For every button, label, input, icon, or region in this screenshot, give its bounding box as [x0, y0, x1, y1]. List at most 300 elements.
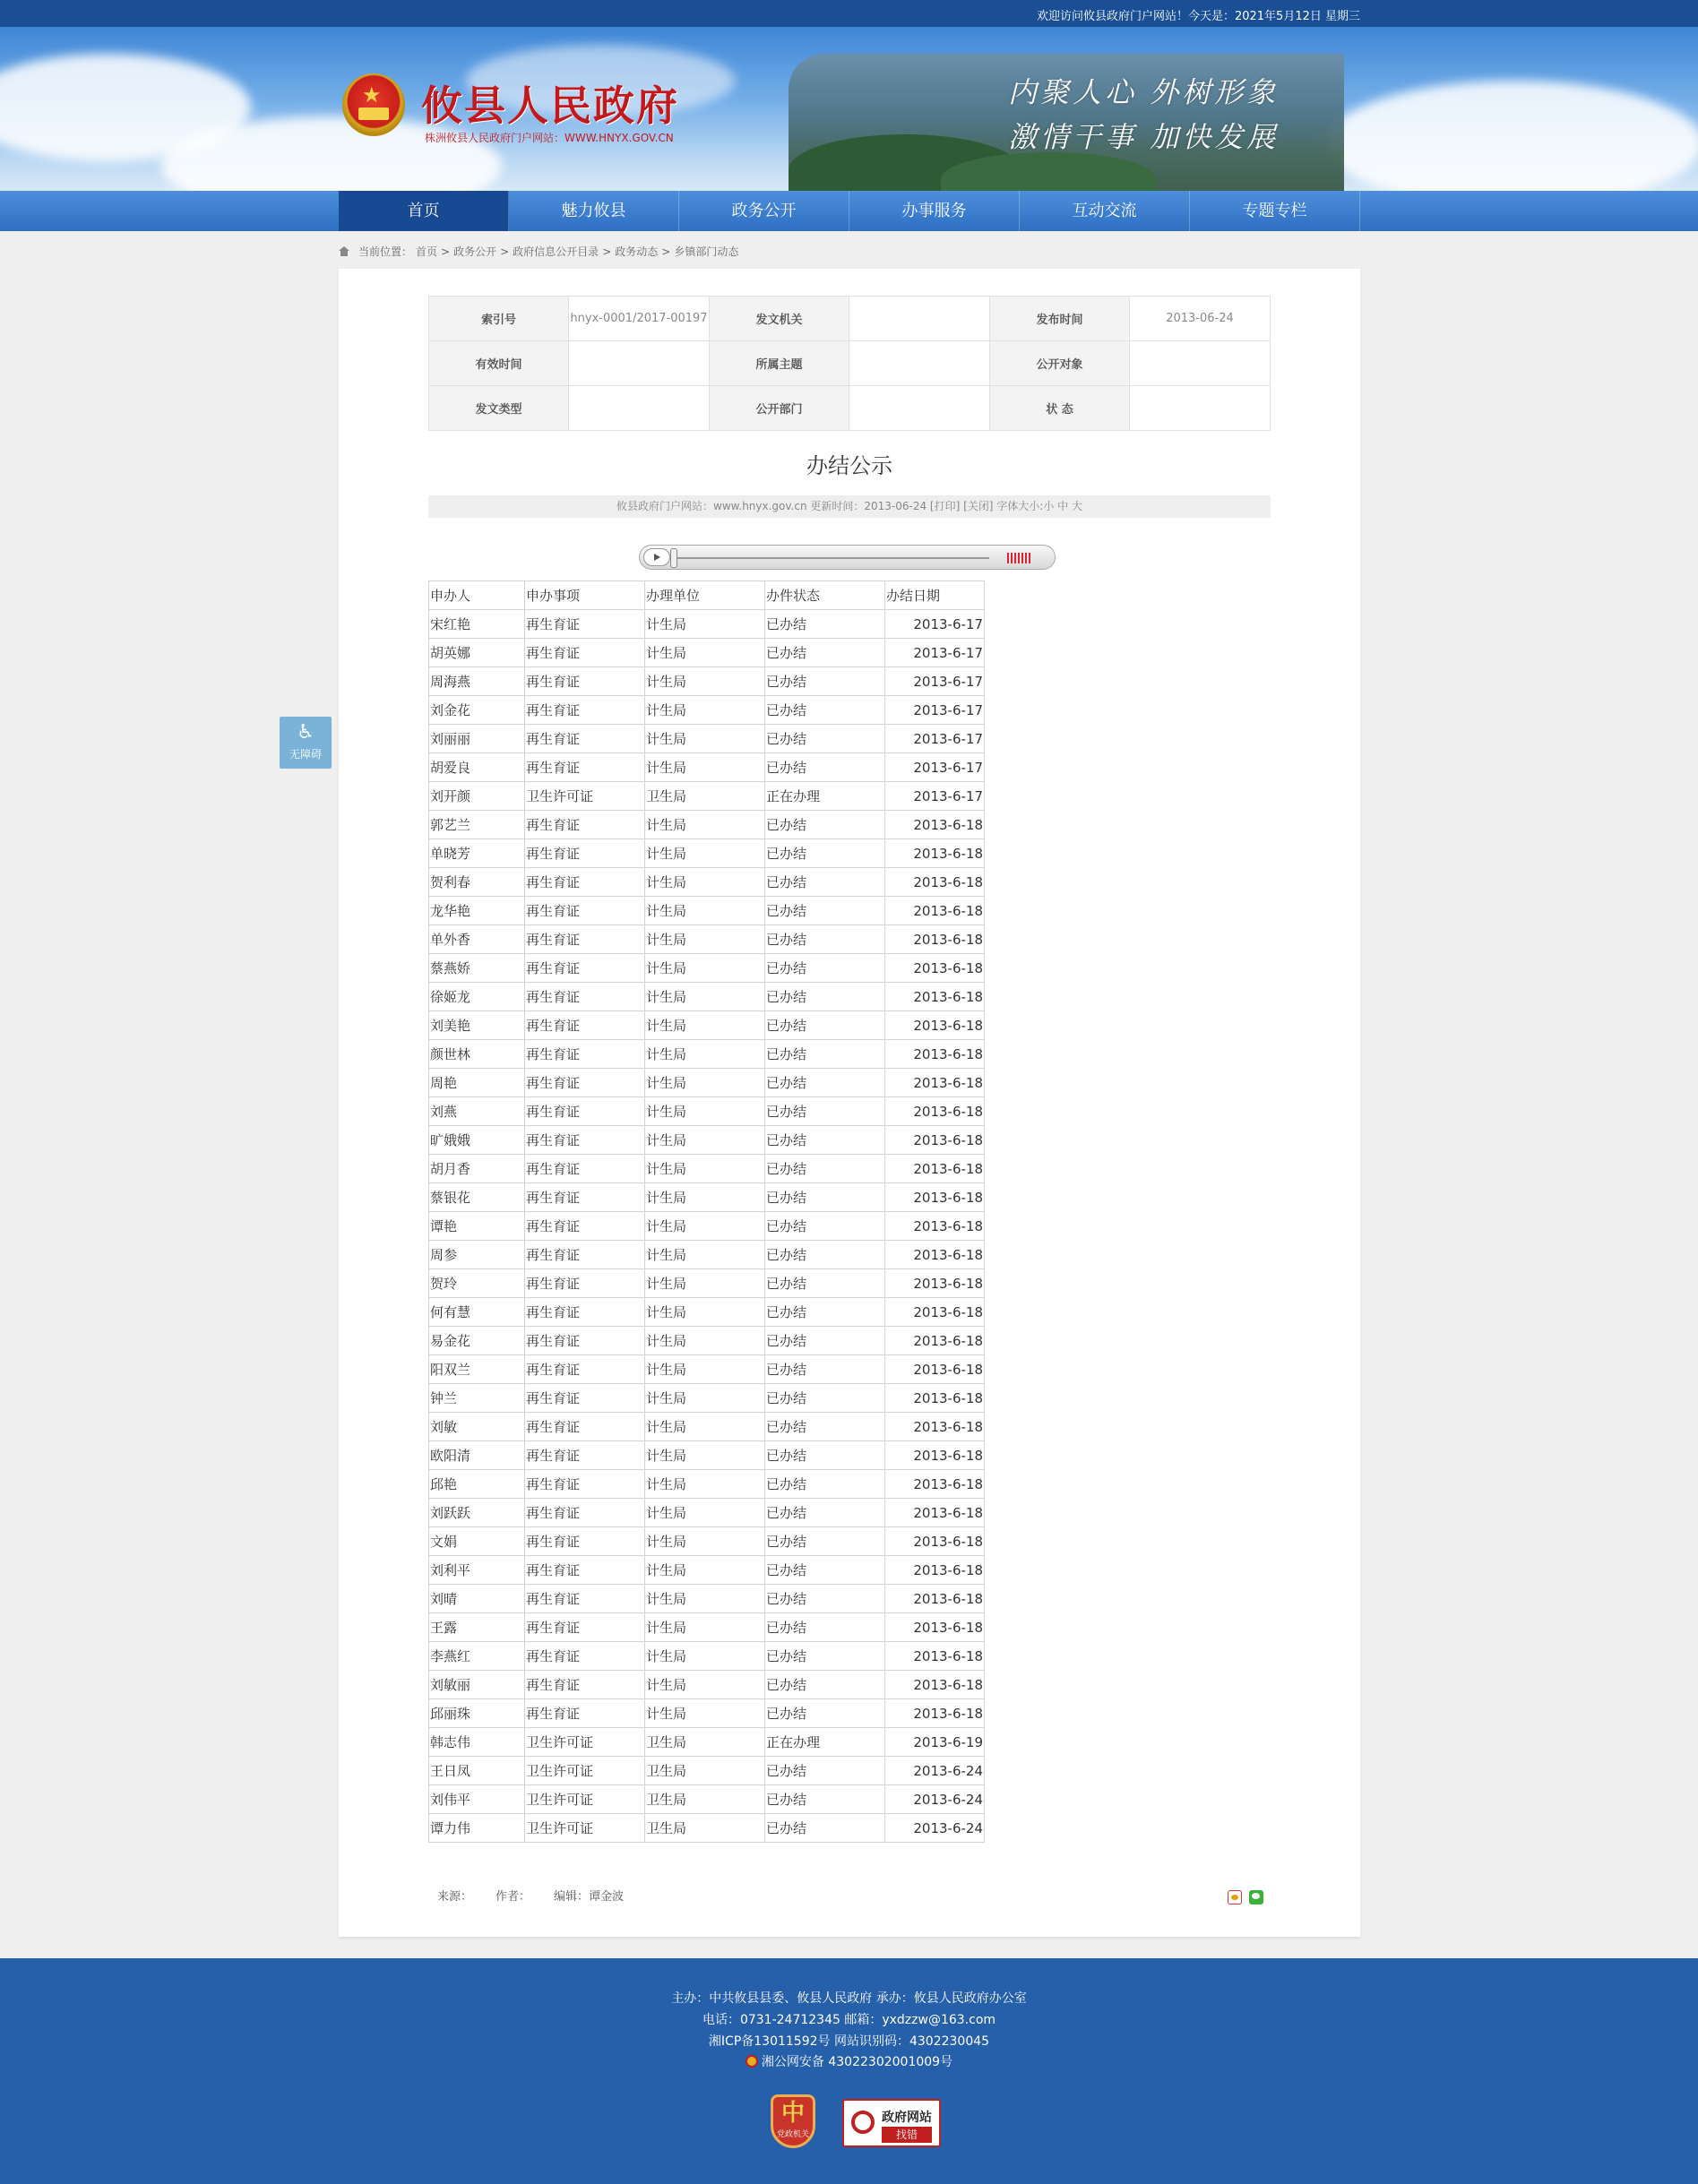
table-cell: 2013-6-18: [885, 1241, 985, 1269]
table-cell: 郭艺兰: [429, 811, 525, 839]
table-cell: 2013-6-17: [885, 782, 985, 811]
table-cell: 已办结: [765, 725, 885, 753]
table-cell: 已办结: [765, 1671, 885, 1699]
table-row: [429, 839, 985, 868]
table-header-cell: 办理单位: [645, 581, 765, 610]
breadcrumb-link[interactable]: 首页: [416, 245, 438, 258]
table-row: [429, 667, 985, 696]
table-row: [429, 753, 985, 782]
table-cell: 再生育证: [525, 1527, 645, 1556]
table-cell: 欧阳清: [429, 1441, 525, 1470]
table-cell: 再生育证: [525, 1212, 645, 1241]
table-cell: 宋红艳: [429, 610, 525, 639]
table-cell: 2013-6-17: [885, 725, 985, 753]
slogan-line-2: 激情干事 加快发展: [1008, 120, 1280, 154]
breadcrumb-separator: >: [661, 245, 671, 258]
table-cell: 已办结: [765, 1527, 885, 1556]
table-cell: 已办结: [765, 1327, 885, 1355]
article-source-line: [437, 1887, 624, 1904]
table-cell: 已办结: [765, 1613, 885, 1642]
table-cell: 2013-6-18: [885, 1613, 985, 1642]
table-cell: 王露: [429, 1613, 525, 1642]
table-header-cell: 申办事项: [525, 581, 645, 610]
table-cell: 周艳: [429, 1069, 525, 1097]
site-footer: [0, 1958, 1698, 2184]
table-cell: 再生育证: [525, 954, 645, 983]
table-cell: 刘利平: [429, 1556, 525, 1585]
table-row: [429, 1327, 985, 1355]
table-cell: 卫生许可证: [525, 1785, 645, 1814]
table-row: [429, 696, 985, 725]
table-cell: 计生局: [645, 753, 765, 782]
table-cell: 计生局: [645, 1212, 765, 1241]
table-cell: 计生局: [645, 897, 765, 925]
table-cell: 刘金花: [429, 696, 525, 725]
meta-value-topic: [849, 341, 990, 386]
table-row: [429, 1155, 985, 1183]
table-cell: 正在办理: [765, 1728, 885, 1757]
table-row: [429, 1097, 985, 1126]
progress-handle[interactable]: [670, 548, 677, 568]
table-cell: 再生育证: [525, 753, 645, 782]
report-error-badge[interactable]: [842, 2099, 941, 2147]
party-gov-badge[interactable]: [771, 2094, 815, 2148]
party-badge-label: 党政机关: [776, 2130, 809, 2139]
table-cell: 计生局: [645, 1355, 765, 1384]
play-icon[interactable]: [643, 548, 670, 566]
table-cell: 再生育证: [525, 1671, 645, 1699]
weibo-share-icon[interactable]: [1228, 1890, 1242, 1905]
table-cell: 2013-6-18: [885, 1441, 985, 1470]
nav-item-services[interactable]: 办事服务: [849, 191, 1020, 231]
table-cell: 计生局: [645, 1527, 765, 1556]
table-cell: 已办结: [765, 1556, 885, 1585]
breadcrumb-link[interactable]: 政务动态: [615, 245, 659, 258]
table-cell: 已办结: [765, 1011, 885, 1040]
home-icon: [339, 246, 349, 256]
breadcrumb-separator: >: [441, 245, 451, 258]
table-cell: 刘晴: [429, 1585, 525, 1613]
table-cell: 计生局: [645, 1671, 765, 1699]
table-cell: 2013-6-18: [885, 1355, 985, 1384]
table-cell: 2013-6-18: [885, 1642, 985, 1671]
table-cell: 再生育证: [525, 1613, 645, 1642]
table-cell: 再生育证: [525, 839, 645, 868]
table-row: [429, 1212, 985, 1241]
table-header-cell: 申办人: [429, 581, 525, 610]
article-info-bar: 攸县政府门户网站：www.hnyx.gov.cn 更新时间：2013-06-24 [打印] [关闭] 字体大小:小 中 大: [428, 495, 1271, 518]
table-cell: 再生育证: [525, 897, 645, 925]
table-header-row: [429, 581, 985, 610]
table-cell: 已办结: [765, 1183, 885, 1212]
meta-value-pubdate: 2013-06-24: [1130, 297, 1271, 341]
table-cell: 已办结: [765, 897, 885, 925]
police-record-text[interactable]: 湘公网安备 43022302001009号: [761, 2055, 953, 2069]
table-cell: 2013-6-19: [885, 1728, 985, 1757]
table-cell: 已办结: [765, 1441, 885, 1470]
table-cell: 计生局: [645, 1069, 765, 1097]
table-row: [429, 1441, 985, 1470]
table-cell: 已办结: [765, 1269, 885, 1298]
table-cell: 2013-6-18: [885, 1699, 985, 1728]
table-cell: 计生局: [645, 839, 765, 868]
accessibility-label: 无障碍: [289, 748, 322, 761]
table-cell: 韩志伟: [429, 1728, 525, 1757]
table-row: [429, 1499, 985, 1527]
table-cell: 再生育证: [525, 1699, 645, 1728]
meta-value-audience: [1130, 341, 1271, 386]
table-cell: 已办结: [765, 1126, 885, 1155]
table-cell: 计生局: [645, 1298, 765, 1327]
table-cell: 已办结: [765, 1384, 885, 1413]
table-cell: 2013-6-18: [885, 1269, 985, 1298]
table-row: [429, 1241, 985, 1269]
table-cell: 计生局: [645, 1241, 765, 1269]
table-cell: 计生局: [645, 1499, 765, 1527]
table-row: [429, 1413, 985, 1441]
footer-icp: [0, 2032, 1698, 2050]
table-cell: 再生育证: [525, 1069, 645, 1097]
table-cell: 已办结: [765, 667, 885, 696]
table-cell: 计生局: [645, 1642, 765, 1671]
volume-icon[interactable]: [1007, 553, 1030, 563]
table-cell: 刘跃跃: [429, 1499, 525, 1527]
table-cell: 再生育证: [525, 725, 645, 753]
table-cell: 计生局: [645, 725, 765, 753]
table-cell: 再生育证: [525, 667, 645, 696]
table-cell: 卫生许可证: [525, 782, 645, 811]
table-cell: 2013-6-18: [885, 1155, 985, 1183]
table-row: [429, 868, 985, 897]
nav-item-topics[interactable]: 专题专栏: [1190, 191, 1360, 231]
table-cell: 卫生许可证: [525, 1728, 645, 1757]
nav-item-interaction[interactable]: 互动交流: [1020, 191, 1190, 231]
table-cell: 卫生局: [645, 782, 765, 811]
table-row: [429, 1355, 985, 1384]
table-cell: 再生育证: [525, 610, 645, 639]
party-badge-icon: 中: [780, 2100, 805, 2127]
table-row: [429, 1699, 985, 1728]
footer-sponsor: 主办：中共攸县县委、攸县人民政府 承办：攸县人民政府办公室: [671, 1991, 1027, 2006]
table-row: [429, 1671, 985, 1699]
progress-track[interactable]: [674, 557, 989, 559]
table-row: [429, 1757, 985, 1785]
table-cell: 蔡燕娇: [429, 954, 525, 983]
table-row: [429, 954, 985, 983]
table-cell: 2013-6-18: [885, 1585, 985, 1613]
table-cell: 已办结: [765, 696, 885, 725]
table-row: [429, 1269, 985, 1298]
table-cell: 2013-6-18: [885, 1040, 985, 1069]
table-cell: 2013-6-17: [885, 639, 985, 667]
meta-label: 公开部门: [710, 386, 849, 431]
footer-police: [0, 2052, 1698, 2070]
meta-label: 有效时间: [429, 341, 569, 386]
table-cell: 2013-6-17: [885, 667, 985, 696]
table-cell: 2013-6-18: [885, 1556, 985, 1585]
wechat-share-icon[interactable]: [1249, 1890, 1263, 1905]
report-error-action: 找错: [882, 2127, 932, 2143]
meta-value-doctype: [569, 386, 710, 431]
table-header-cell: 办结日期: [885, 581, 985, 610]
table-row: [429, 1556, 985, 1585]
table-cell: 2013-6-24: [885, 1814, 985, 1843]
table-cell: 再生育证: [525, 811, 645, 839]
meta-label: 所属主题: [710, 341, 849, 386]
table-cell: 已办结: [765, 1241, 885, 1269]
table-cell: 单晓芳: [429, 839, 525, 868]
meta-label: 发文类型: [429, 386, 569, 431]
table-cell: 计生局: [645, 639, 765, 667]
table-cell: 已办结: [765, 1298, 885, 1327]
table-cell: 已办结: [765, 610, 885, 639]
table-cell: 再生育证: [525, 868, 645, 897]
table-cell: 再生育证: [525, 1011, 645, 1040]
table-cell: 文娟: [429, 1527, 525, 1556]
table-cell: 胡月香: [429, 1155, 525, 1183]
table-cell: 2013-6-18: [885, 954, 985, 983]
meta-value-valid: [569, 341, 710, 386]
table-row: [429, 1728, 985, 1757]
table-cell: 计生局: [645, 1384, 765, 1413]
table-cell: 计生局: [645, 667, 765, 696]
site-banner: [0, 27, 1698, 191]
table-cell: 计生局: [645, 1613, 765, 1642]
table-row: [429, 1470, 985, 1499]
table-cell: 已办结: [765, 954, 885, 983]
meta-label: 公开对象: [990, 341, 1130, 386]
table-cell: 旷娥娥: [429, 1126, 525, 1155]
meta-value-status: [1130, 386, 1271, 431]
table-cell: 计生局: [645, 1441, 765, 1470]
table-cell: 计生局: [645, 1327, 765, 1355]
police-badge-icon: [746, 2055, 758, 2068]
table-cell: 2013-6-18: [885, 1671, 985, 1699]
meta-label: 状 态: [990, 386, 1130, 431]
table-cell: 已办结: [765, 1814, 885, 1843]
meta-label: 发布时间: [990, 297, 1130, 341]
table-cell: 计生局: [645, 1183, 765, 1212]
table-cell: 卫生许可证: [525, 1757, 645, 1785]
table-cell: 已办结: [765, 1097, 885, 1126]
table-cell: 已办结: [765, 1757, 885, 1785]
table-cell: 已办结: [765, 811, 885, 839]
table-cell: 2013-6-24: [885, 1757, 985, 1785]
table-row: [429, 1527, 985, 1556]
table-cell: 计生局: [645, 1155, 765, 1183]
table-cell: 卫生局: [645, 1814, 765, 1843]
table-cell: 刘丽丽: [429, 725, 525, 753]
meta-value-index: hnyx-0001/2017-00197: [569, 297, 710, 341]
audio-player[interactable]: [639, 545, 1056, 570]
table-cell: 已办结: [765, 1699, 885, 1728]
table-cell: 再生育证: [525, 1126, 645, 1155]
table-cell: 刘伟平: [429, 1785, 525, 1814]
breadcrumb-link[interactable]: 政务公开: [453, 245, 497, 258]
table-cell: 计生局: [645, 696, 765, 725]
table-cell: 2013-6-18: [885, 1413, 985, 1441]
result-table: [428, 580, 985, 1843]
table-row: [429, 983, 985, 1011]
table-cell: 已办结: [765, 983, 885, 1011]
nav-item-charm[interactable]: 魅力攸县: [509, 191, 679, 231]
table-cell: 2013-6-18: [885, 1327, 985, 1355]
table-cell: 2013-6-18: [885, 1183, 985, 1212]
table-cell: 已办结: [765, 1040, 885, 1069]
table-row: [429, 639, 985, 667]
meta-label: 发文机关: [710, 297, 849, 341]
table-cell: 已办结: [765, 1499, 885, 1527]
table-row: [429, 1183, 985, 1212]
table-cell: 贺利春: [429, 868, 525, 897]
main-nav: [0, 191, 1698, 231]
table-cell: 2013-6-18: [885, 897, 985, 925]
table-cell: 2013-6-18: [885, 925, 985, 954]
table-header-cell: 办件状态: [765, 581, 885, 610]
table-cell: 计生局: [645, 1269, 765, 1298]
table-cell: 胡英娜: [429, 639, 525, 667]
table-cell: 计生局: [645, 983, 765, 1011]
table-cell: 已办结: [765, 1470, 885, 1499]
editor-label: 编辑：谭金波: [554, 1890, 625, 1904]
table-cell: 已办结: [765, 753, 885, 782]
article-title: 办结公示: [806, 453, 892, 478]
table-cell: 刘燕: [429, 1097, 525, 1126]
table-cell: 2013-6-24: [885, 1785, 985, 1814]
top-bar: [0, 0, 1698, 27]
table-cell: 再生育证: [525, 1183, 645, 1212]
table-cell: 计生局: [645, 1556, 765, 1585]
table-cell: 计生局: [645, 610, 765, 639]
document-meta-table: [428, 296, 1271, 431]
table-cell: 2013-6-18: [885, 1011, 985, 1040]
table-cell: 再生育证: [525, 1097, 645, 1126]
author-label: 作者：: [496, 1890, 531, 1904]
table-cell: 邱丽珠: [429, 1699, 525, 1728]
table-cell: 蔡银花: [429, 1183, 525, 1212]
table-cell: 已办结: [765, 1585, 885, 1613]
table-cell: 2013-6-17: [885, 696, 985, 725]
table-cell: 2013-6-18: [885, 1069, 985, 1097]
table-cell: 计生局: [645, 954, 765, 983]
table-cell: 阳双兰: [429, 1355, 525, 1384]
cloud-decoration: [1326, 81, 1698, 191]
table-cell: 2013-6-18: [885, 1097, 985, 1126]
table-cell: 钟兰: [429, 1384, 525, 1413]
table-cell: 刘美艳: [429, 1011, 525, 1040]
table-row: [429, 1040, 985, 1069]
table-cell: 计生局: [645, 1413, 765, 1441]
table-cell: 谭力伟: [429, 1814, 525, 1843]
table-cell: 再生育证: [525, 1355, 645, 1384]
table-cell: 再生育证: [525, 1441, 645, 1470]
table-cell: 2013-6-18: [885, 983, 985, 1011]
table-row: [429, 1011, 985, 1040]
table-row: [429, 1384, 985, 1413]
table-cell: 刘敏丽: [429, 1671, 525, 1699]
meta-value-dept: [849, 386, 990, 431]
table-cell: 2013-6-18: [885, 1527, 985, 1556]
table-row: [429, 1585, 985, 1613]
table-row: [429, 725, 985, 753]
table-cell: 计生局: [645, 925, 765, 954]
breadcrumb-link[interactable]: 乡镇部门动态: [674, 245, 739, 258]
table-cell: 再生育证: [525, 1585, 645, 1613]
table-cell: 周参: [429, 1241, 525, 1269]
table-cell: 2013-6-17: [885, 610, 985, 639]
table-cell: 2013-6-18: [885, 1126, 985, 1155]
table-cell: 再生育证: [525, 1241, 645, 1269]
table-cell: 计生局: [645, 1126, 765, 1155]
table-cell: 颜世林: [429, 1040, 525, 1069]
table-cell: 徐姬龙: [429, 983, 525, 1011]
icp-text[interactable]: 湘ICP备13011592号 网站识别码：4302230045: [708, 2034, 990, 2049]
table-cell: 计生局: [645, 1040, 765, 1069]
table-cell: 已办结: [765, 1155, 885, 1183]
table-cell: 卫生许可证: [525, 1814, 645, 1843]
table-cell: 2013-6-18: [885, 1470, 985, 1499]
table-cell: 再生育证: [525, 1413, 645, 1441]
breadcrumb: [339, 244, 738, 259]
magnifier-icon: [851, 2111, 875, 2134]
table-cell: 再生育证: [525, 1298, 645, 1327]
table-cell: 胡爱良: [429, 753, 525, 782]
table-cell: 正在办理: [765, 782, 885, 811]
table-cell: 邱艳: [429, 1470, 525, 1499]
table-row: [429, 1642, 985, 1671]
table-cell: 再生育证: [525, 1384, 645, 1413]
table-row: [429, 1785, 985, 1814]
accessibility-button[interactable]: [280, 717, 332, 769]
slogan-line-1: 内聚人心 外树形象: [1008, 75, 1280, 109]
table-cell: 再生育证: [525, 1556, 645, 1585]
breadcrumb-prefix: 当前位置：: [358, 245, 413, 258]
meta-value-issuer: [849, 297, 990, 341]
table-row: [429, 925, 985, 954]
table-cell: 易金花: [429, 1327, 525, 1355]
table-row: [429, 1613, 985, 1642]
table-cell: 王日凤: [429, 1757, 525, 1785]
table-cell: 2013-6-18: [885, 868, 985, 897]
table-cell: 再生育证: [525, 1470, 645, 1499]
table-cell: 再生育证: [525, 1040, 645, 1069]
nav-item-gov-affairs[interactable]: 政务公开: [679, 191, 849, 231]
table-cell: 已办结: [765, 1642, 885, 1671]
table-row: [429, 782, 985, 811]
table-cell: 周海燕: [429, 667, 525, 696]
table-cell: 刘开颜: [429, 782, 525, 811]
site-name[interactable]: 攸县人民政府: [421, 82, 679, 130]
table-cell: 再生育证: [525, 1499, 645, 1527]
table-cell: 计生局: [645, 1585, 765, 1613]
source-label: 来源：: [437, 1890, 473, 1904]
footer-contact: 电话：0731-24712345 邮箱：yxdzzw@163.com: [702, 2013, 996, 2027]
table-cell: 计生局: [645, 1097, 765, 1126]
table-row: [429, 610, 985, 639]
table-cell: 已办结: [765, 839, 885, 868]
table-cell: 再生育证: [525, 1155, 645, 1183]
table-cell: 已办结: [765, 925, 885, 954]
breadcrumb-separator: >: [500, 245, 510, 258]
table-cell: 再生育证: [525, 983, 645, 1011]
nav-item-home[interactable]: 首页: [339, 191, 509, 231]
table-cell: 2013-6-18: [885, 1384, 985, 1413]
table-cell: 再生育证: [525, 1269, 645, 1298]
table-cell: 谭艳: [429, 1212, 525, 1241]
breadcrumb-link[interactable]: 政府信息公开目录: [513, 245, 599, 258]
table-cell: 已办结: [765, 1212, 885, 1241]
welcome-text: 欢迎访问攸县政府门户网站！今天是：2021年5月12日 星期三: [1036, 10, 1360, 23]
